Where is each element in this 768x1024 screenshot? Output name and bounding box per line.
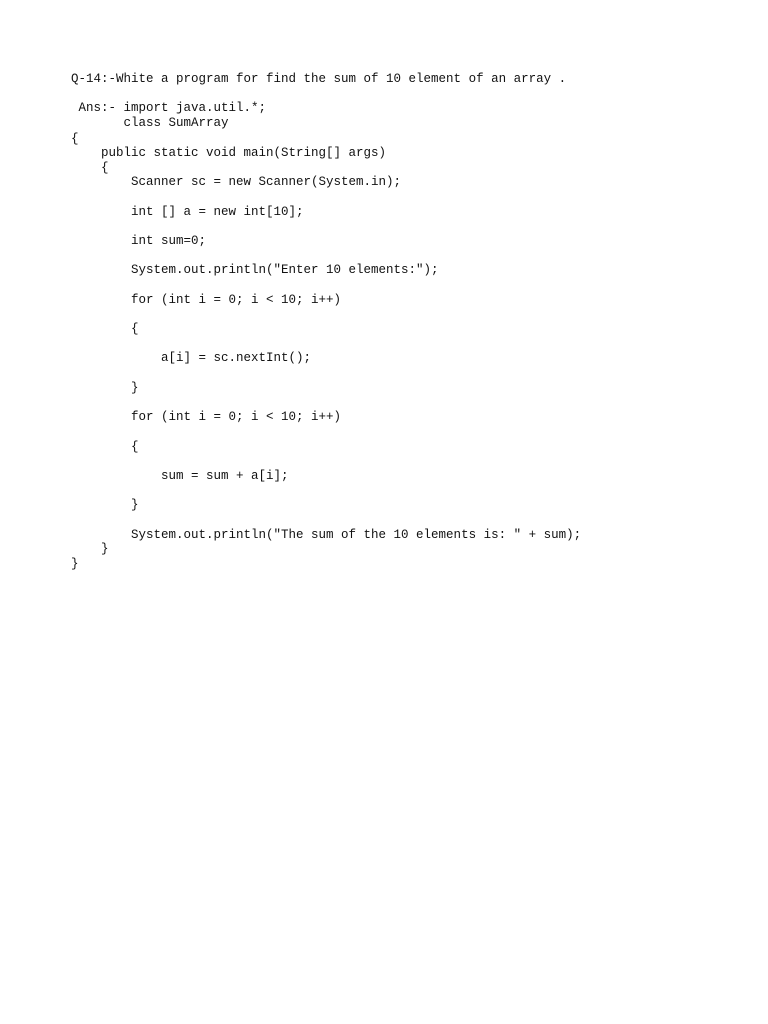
code-line: class SumArray [71,116,229,130]
code-line: Ans:- import java.util.*; [71,101,267,115]
code-line: System.out.println("The sum of the 10 elements is: " + sum); [71,528,582,542]
code-line: } [71,381,139,395]
code-line: { [71,132,79,146]
code-line: int [] a = new int[10]; [71,205,304,219]
code-line: public static void main(String[] args) [71,146,387,160]
code-line: for (int i = 0; i < 10; i++) [71,293,342,307]
code-line: } [71,557,79,571]
code-line: a[i] = sc.nextInt(); [71,351,312,365]
code-line: sum = sum + a[i]; [71,469,289,483]
code-line: int sum=0; [71,234,207,248]
code-line: } [71,498,139,512]
code-line: } [71,542,109,556]
code-line: { [71,161,109,175]
code-line: { [71,440,139,454]
question-heading: Q-14:-White a program for find the sum of 10 element of an array . [71,72,567,86]
code-line: Scanner sc = new Scanner(System.in); [71,175,402,189]
code-line: System.out.println("Enter 10 elements:"); [71,263,439,277]
code-line: { [71,322,139,336]
code-line: for (int i = 0; i < 10; i++) [71,410,342,424]
